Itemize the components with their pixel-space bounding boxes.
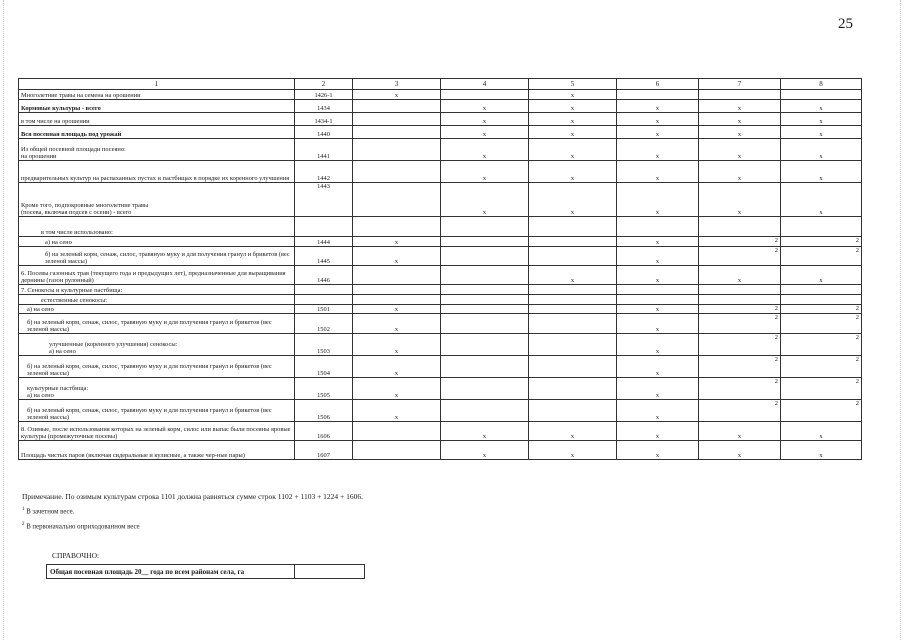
header-cell: 6 xyxy=(617,79,699,90)
row-label: Многолетние травы на семена на орошении xyxy=(19,90,295,100)
value-cell-c4: x xyxy=(441,139,529,161)
row-label: б) на зеленый корм, сенаж, силос, травяную муку и для получения гранул и брикетов (вес зеленой массы) xyxy=(19,247,295,266)
value-cell-c5 xyxy=(529,285,617,295)
table-row xyxy=(19,422,862,441)
value-cell-c4 xyxy=(441,378,529,400)
table-row xyxy=(19,183,862,217)
value-cell-c8 xyxy=(781,90,862,100)
value-cell-c4 xyxy=(441,305,529,314)
value-cell-c5 xyxy=(529,305,617,314)
value-cell-c6 xyxy=(617,295,699,305)
value-cell-c6: x xyxy=(617,126,699,139)
value-cell-c5: x xyxy=(529,183,617,217)
value-cell-c8: 2 xyxy=(781,378,862,400)
notes-block xyxy=(22,492,363,532)
page-edge-line xyxy=(3,0,4,640)
header-cell: 2 xyxy=(295,79,353,90)
value-cell-c8: x xyxy=(781,161,862,183)
footnote-text: В зачетном весе. xyxy=(24,508,75,516)
value-cell-c6: x xyxy=(617,400,699,422)
table-row xyxy=(19,247,862,266)
value-cell-c5 xyxy=(529,217,617,237)
value-cell-c6: x xyxy=(617,422,699,441)
value-cell-c3: x xyxy=(353,400,441,422)
value-cell-c6: x xyxy=(617,356,699,378)
table-row xyxy=(19,139,862,161)
table-row xyxy=(19,295,862,305)
value-cell-c4: x xyxy=(441,113,529,126)
row-label: в том числе использовано: xyxy=(19,217,295,237)
value-cell-c7: 2 xyxy=(699,247,781,266)
value-cell-c6: x xyxy=(617,266,699,285)
value-cell-c4: x xyxy=(441,161,529,183)
value-cell-c7: 2 xyxy=(699,314,781,334)
value-cell-c3 xyxy=(353,266,441,285)
value-cell-c6: x xyxy=(617,100,699,113)
value-cell-c4 xyxy=(441,314,529,334)
reference-row xyxy=(47,565,365,579)
row-code: 1443 xyxy=(295,183,353,217)
value-cell-c6 xyxy=(617,285,699,295)
value-cell-c5 xyxy=(529,237,617,247)
row-label: б) на зеленый корм, сенаж, силос, травяную муку и для получения гранул и брикетов (вес зеленой массы) xyxy=(19,400,295,422)
row-label: Вся посевная площадь под урожай xyxy=(19,126,295,139)
footnote-text: В первоначально оприходованном весе xyxy=(24,523,140,531)
value-cell-c3 xyxy=(353,217,441,237)
value-cell-c5: x xyxy=(529,422,617,441)
value-cell-c7: 2 xyxy=(699,378,781,400)
value-cell-c7: x xyxy=(699,113,781,126)
row-label: б) на зеленый корм, сенаж, силос, травяную муку и для получения гранул и брикетов (вес зеленой массы) xyxy=(19,356,295,378)
table-row xyxy=(19,161,862,183)
row-label: предварительных культур на распаханных пустах и пастбищах в порядке их коренного улучшения xyxy=(19,161,295,183)
value-cell-c8: 2 xyxy=(781,356,862,378)
value-cell-c6: x xyxy=(617,161,699,183)
value-cell-c4 xyxy=(441,237,529,247)
row-code: 1440 xyxy=(295,126,353,139)
row-label: культурные пастбища: а) на сено xyxy=(19,378,295,400)
row-label: а) на сено xyxy=(19,305,295,314)
table-row xyxy=(19,378,862,400)
value-cell-c4: x xyxy=(441,441,529,460)
value-cell-c6: x xyxy=(617,113,699,126)
footnote-1 xyxy=(22,505,363,516)
row-code: 1446 xyxy=(295,266,353,285)
value-cell-c3: x xyxy=(353,90,441,100)
value-cell-c4 xyxy=(441,334,529,356)
value-cell-c6: x xyxy=(617,314,699,334)
table-row xyxy=(19,314,862,334)
table-row xyxy=(19,100,862,113)
value-cell-c3 xyxy=(353,113,441,126)
footnote-2 xyxy=(22,520,363,531)
header-cell: 7 xyxy=(699,79,781,90)
value-cell-c8: 2 xyxy=(781,237,862,247)
row-code xyxy=(295,217,353,237)
value-cell-c7: 2 xyxy=(699,400,781,422)
value-cell-c7: x xyxy=(699,161,781,183)
value-cell-c7: x xyxy=(699,266,781,285)
table-row xyxy=(19,400,862,422)
value-cell-c3: x xyxy=(353,237,441,247)
value-cell-c8: 2 xyxy=(781,400,862,422)
value-cell-c3 xyxy=(353,139,441,161)
row-code: 1607 xyxy=(295,441,353,460)
value-cell-c4 xyxy=(441,295,529,305)
value-cell-c6 xyxy=(617,90,699,100)
value-cell-c7 xyxy=(699,295,781,305)
value-cell-c7 xyxy=(699,90,781,100)
row-label: б) на зеленый корм, сенаж, силос, травяную муку и для получения гранул и брикетов (вес зеленой массы) xyxy=(19,314,295,334)
row-code: 1444 xyxy=(295,237,353,247)
value-cell-c3 xyxy=(353,285,441,295)
reference-text: Общая посевная площадь 20__ года по всем районам села, га xyxy=(47,565,295,579)
value-cell-c5 xyxy=(529,334,617,356)
header-cell: 8 xyxy=(781,79,862,90)
value-cell-c5 xyxy=(529,314,617,334)
table-header-row xyxy=(19,79,862,90)
table-row xyxy=(19,217,862,237)
value-cell-c6: x xyxy=(617,139,699,161)
value-cell-c5 xyxy=(529,400,617,422)
value-cell-c8 xyxy=(781,217,862,237)
table-row xyxy=(19,237,862,247)
row-code: 1442 xyxy=(295,161,353,183)
value-cell-c8: x xyxy=(781,126,862,139)
value-cell-c4 xyxy=(441,90,529,100)
value-cell-c5: x xyxy=(529,441,617,460)
header-cell: 3 xyxy=(353,79,441,90)
value-cell-c6: x xyxy=(617,247,699,266)
header-cell: 4 xyxy=(441,79,529,90)
row-code: 1434-1 xyxy=(295,113,353,126)
value-cell-c5: x xyxy=(529,126,617,139)
table-row xyxy=(19,441,862,460)
value-cell-c3: x xyxy=(353,247,441,266)
header-cell: 5 xyxy=(529,79,617,90)
row-code: 1504 xyxy=(295,356,353,378)
reference-label: СПРАВОЧНО: xyxy=(52,551,100,560)
row-code: 1441 xyxy=(295,139,353,161)
value-cell-c6: x xyxy=(617,237,699,247)
row-code: 1606 xyxy=(295,422,353,441)
footnote-mark: 1 xyxy=(22,507,25,512)
value-cell-c3: x xyxy=(353,305,441,314)
value-cell-c8: x xyxy=(781,183,862,217)
row-label: 6. Посевы газонных трав (текущего года и предыдущих лет), предназначенные для выращивания дернины (газон рулонный) xyxy=(19,266,295,285)
value-cell-c5: x xyxy=(529,139,617,161)
row-label: Кроме того, подпокровные многолетние травы (посева, включая подсев с осени) - всего xyxy=(19,183,295,217)
note-text: Примечание. По озимым культурам строка 1101 должна равняться сумме строк 1102 + 1103 + 1224 + 1606. xyxy=(22,492,364,501)
reference-table xyxy=(46,564,365,579)
row-label: естественные сенокосы: xyxy=(19,295,295,305)
row-code: 1502 xyxy=(295,314,353,334)
value-cell-c3 xyxy=(353,422,441,441)
value-cell-c3 xyxy=(353,161,441,183)
row-label: Из общей посевной площади посеяно: на орошении xyxy=(19,139,295,161)
value-cell-c5 xyxy=(529,356,617,378)
value-cell-c5: x xyxy=(529,161,617,183)
row-label: 8. Озимые, после использования которых на зеленый корм, силос или выпас были посеяны яровые культуры (промежуточные посевы) xyxy=(19,422,295,441)
table-row xyxy=(19,356,862,378)
row-code xyxy=(295,295,353,305)
value-cell-c3 xyxy=(353,126,441,139)
page-number: 25 xyxy=(838,16,853,32)
value-cell-c7: 2 xyxy=(699,334,781,356)
value-cell-c8: 2 xyxy=(781,334,862,356)
table-row xyxy=(19,285,862,295)
value-cell-c8: x xyxy=(781,100,862,113)
row-label: а) на сено xyxy=(19,237,295,247)
value-cell-c3 xyxy=(353,183,441,217)
value-cell-c7 xyxy=(699,285,781,295)
header-cell: 1 xyxy=(19,79,295,90)
footnote-mark: 2 xyxy=(22,522,25,528)
value-cell-c7: x xyxy=(699,183,781,217)
table-row xyxy=(19,305,862,314)
value-cell-c4 xyxy=(441,285,529,295)
row-label: Площадь чистых паров (включая сидеральные и кулисные, а также чер-ные пары) xyxy=(19,441,295,460)
row-label: улучшенные (коренного улучшения) сенокосы: а) на сено xyxy=(19,334,295,356)
value-cell-c7: x xyxy=(699,441,781,460)
value-cell-c7: 2 xyxy=(699,305,781,314)
value-cell-c8 xyxy=(781,295,862,305)
value-cell-c6: x xyxy=(617,334,699,356)
value-cell-c7 xyxy=(699,217,781,237)
reference-value-cell[interactable] xyxy=(295,565,365,579)
value-cell-c8: x xyxy=(781,441,862,460)
row-code: 1501 xyxy=(295,305,353,314)
sown-area-table xyxy=(18,78,862,460)
row-code xyxy=(295,285,353,295)
value-cell-c8: 2 xyxy=(781,305,862,314)
value-cell-c5 xyxy=(529,247,617,266)
row-label: Кормовые культуры - всего xyxy=(19,100,295,113)
value-cell-c4 xyxy=(441,247,529,266)
value-cell-c8: x xyxy=(781,113,862,126)
value-cell-c5: x xyxy=(529,113,617,126)
value-cell-c7: x xyxy=(699,126,781,139)
value-cell-c6: x xyxy=(617,305,699,314)
value-cell-c3 xyxy=(353,295,441,305)
value-cell-c6: x xyxy=(617,378,699,400)
value-cell-c8: 2 xyxy=(781,314,862,334)
value-cell-c8 xyxy=(781,285,862,295)
value-cell-c3: x xyxy=(353,356,441,378)
row-code: 1426-1 xyxy=(295,90,353,100)
value-cell-c6: x xyxy=(617,183,699,217)
value-cell-c7: 2 xyxy=(699,237,781,247)
value-cell-c7: 2 xyxy=(699,356,781,378)
table-row xyxy=(19,266,862,285)
table-row xyxy=(19,126,862,139)
value-cell-c5: x xyxy=(529,100,617,113)
table-row xyxy=(19,90,862,100)
table-row xyxy=(19,334,862,356)
value-cell-c8: 2 xyxy=(781,247,862,266)
value-cell-c5: x xyxy=(529,266,617,285)
row-code: 1445 xyxy=(295,247,353,266)
value-cell-c6: x xyxy=(617,441,699,460)
value-cell-c3: x xyxy=(353,334,441,356)
value-cell-c3 xyxy=(353,100,441,113)
value-cell-c4 xyxy=(441,400,529,422)
row-code: 1503 xyxy=(295,334,353,356)
value-cell-c5: x xyxy=(529,90,617,100)
value-cell-c8: x xyxy=(781,139,862,161)
row-label: 7. Сенокосы и культурные пастбища: xyxy=(19,285,295,295)
value-cell-c4: x xyxy=(441,422,529,441)
value-cell-c3: x xyxy=(353,378,441,400)
row-code: 1434 xyxy=(295,100,353,113)
table-row xyxy=(19,113,862,126)
value-cell-c4 xyxy=(441,356,529,378)
value-cell-c5 xyxy=(529,295,617,305)
value-cell-c4: x xyxy=(441,100,529,113)
value-cell-c8: x xyxy=(781,266,862,285)
value-cell-c7: x xyxy=(699,139,781,161)
value-cell-c6 xyxy=(617,217,699,237)
row-code: 1506 xyxy=(295,400,353,422)
value-cell-c3: x xyxy=(353,314,441,334)
value-cell-c7: x xyxy=(699,100,781,113)
value-cell-c4 xyxy=(441,266,529,285)
row-code: 1505 xyxy=(295,378,353,400)
value-cell-c7: x xyxy=(699,422,781,441)
value-cell-c4: x xyxy=(441,183,529,217)
value-cell-c8: x xyxy=(781,422,862,441)
row-label: в том числе на орошении xyxy=(19,113,295,126)
value-cell-c3 xyxy=(353,441,441,460)
value-cell-c4 xyxy=(441,217,529,237)
value-cell-c5 xyxy=(529,378,617,400)
value-cell-c4: x xyxy=(441,126,529,139)
page-edge-line xyxy=(900,0,901,640)
